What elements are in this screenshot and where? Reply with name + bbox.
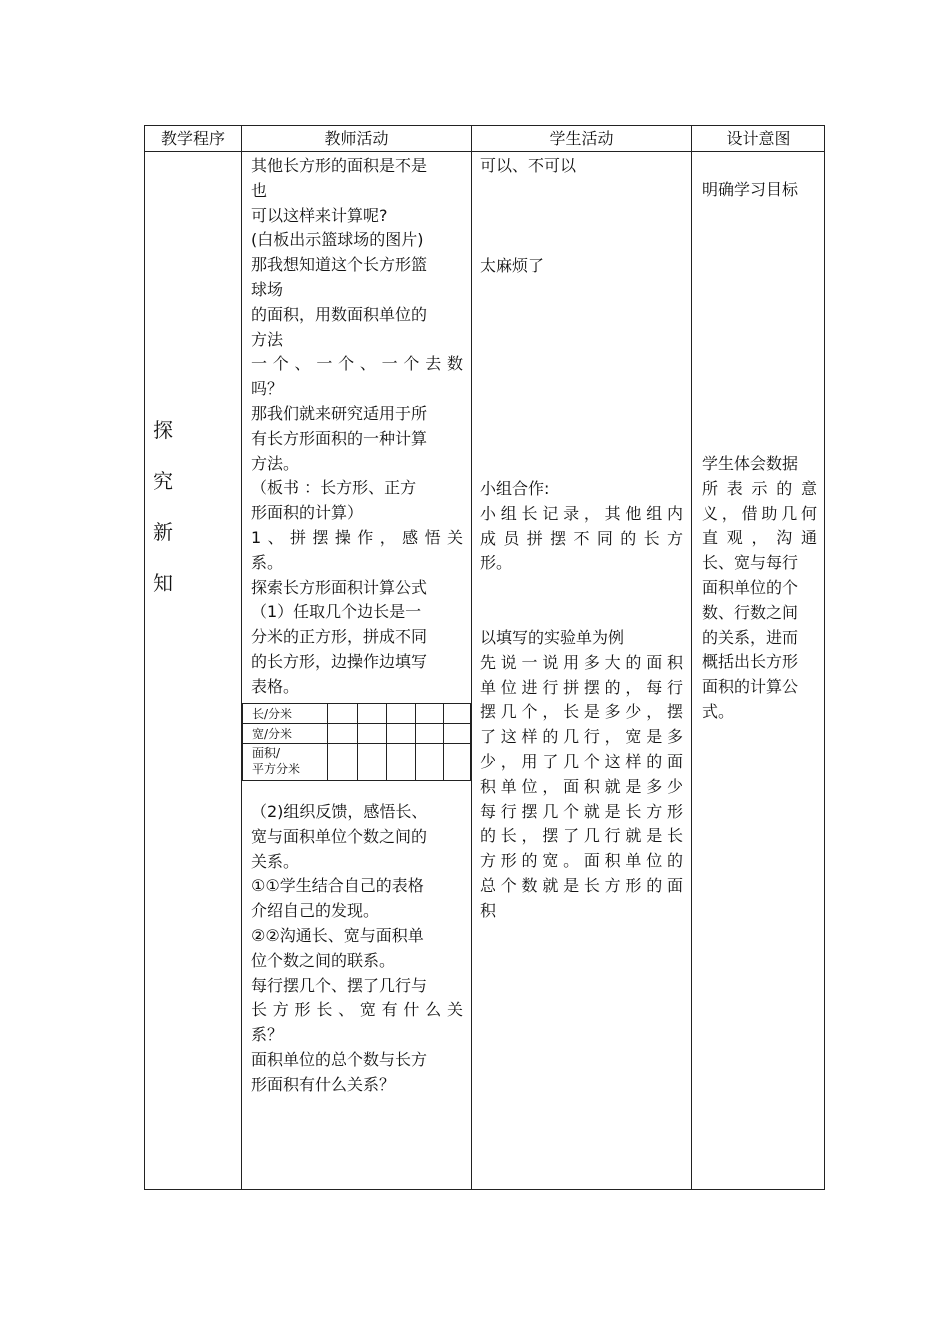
- design-explanation: [702, 452, 817, 725]
- table-col-divider: [327, 704, 328, 780]
- table-col-divider: [415, 704, 416, 780]
- teacher-line: 也: [251, 180, 268, 200]
- design-line: 面积的计算公: [702, 677, 799, 697]
- table-col-divider: [443, 704, 444, 780]
- teacher-line: 面积单位的总个数与长方: [251, 1049, 428, 1069]
- teacher-line: 有长方形面积的一种计算: [251, 428, 428, 448]
- student-response-1: [480, 154, 683, 179]
- teacher-line: (白板出示篮球场的图片): [251, 230, 424, 250]
- teacher-line: 形面积有什么关系？: [251, 1074, 396, 1094]
- design-line: 面积单位的个: [702, 577, 799, 597]
- student-line: 积: [480, 900, 497, 920]
- header-procedure: 教学程序: [160, 129, 225, 148]
- column-divider: [471, 126, 472, 1189]
- teacher-line: 其他长方形的面积是不是: [251, 156, 428, 175]
- student-line: 摆几个，长是多少，摆: [480, 702, 683, 722]
- row-label-length: 长/分米: [252, 707, 293, 721]
- teacher-line: 系。: [251, 552, 284, 572]
- teacher-line: （1）任取几个边长是一: [251, 602, 422, 622]
- row-label-area-unit: 平方分米: [252, 762, 301, 776]
- section-char: 新: [153, 520, 173, 544]
- design-line: 的关系，进而: [702, 627, 799, 647]
- header-teacher-activity: 教师活动: [324, 129, 389, 148]
- header-divider: [145, 151, 824, 152]
- design-line: 式。: [702, 701, 735, 721]
- teacher-line: 每行摆几个、摆了几行与: [251, 975, 428, 995]
- teacher-line: 那我们就来研究适用于所: [251, 403, 428, 423]
- student-line: 形。: [480, 553, 513, 573]
- header-design-intent: 设计意图: [726, 129, 791, 148]
- student-line: 成员拼摆不同的长方: [480, 528, 683, 548]
- student-line: 少，用了几个这样的面: [480, 751, 683, 771]
- student-line: 总个数就是长方形的面: [480, 875, 683, 895]
- design-line: 所表示的意: [702, 478, 817, 498]
- teacher-line: 方法。: [251, 453, 300, 473]
- column-divider: [241, 126, 242, 1189]
- teacher-activity-lower: [251, 800, 463, 1098]
- teacher-line: 长方形长、宽有什么关: [251, 1000, 463, 1020]
- column-divider: [691, 126, 692, 1189]
- design-line: 义，借助几何: [702, 503, 817, 523]
- lesson-plan-table: [144, 125, 825, 1190]
- student-group-work: [480, 477, 683, 576]
- student-line: 每行摆几个就是长方形: [480, 801, 683, 821]
- teacher-line: 表格。: [251, 676, 300, 696]
- design-line: 概括出长方形: [702, 652, 799, 672]
- teacher-line: 宽与面积单位个数之间的: [251, 826, 428, 846]
- teacher-line: 的长方形，边操作边填写: [251, 651, 428, 671]
- design-line: 直观，沟通: [702, 528, 817, 548]
- row-label-area: 面积/: [252, 746, 281, 760]
- student-line: 太麻烦了: [480, 256, 545, 275]
- table-col-divider: [357, 704, 358, 780]
- student-line: 方形的宽。面积单位的: [480, 851, 683, 871]
- teacher-line: 1、拼摆操作，感悟关: [251, 527, 463, 547]
- teacher-line: 球场: [251, 279, 284, 299]
- table-col-divider: [386, 704, 387, 780]
- teacher-line: （2)组织反馈，感悟长、: [251, 802, 428, 821]
- teacher-line: 可以这样来计算呢?: [251, 205, 388, 225]
- row-label-width: 宽/分米: [252, 727, 293, 741]
- student-line: 了这样的几行，宽是多: [480, 727, 683, 747]
- teacher-line: 系？: [251, 1025, 284, 1045]
- teacher-line: 关系。: [251, 851, 300, 871]
- student-line: 的长，摆了几行就是长: [480, 826, 683, 846]
- teacher-line: 的面积，用数面积单位的: [251, 304, 428, 324]
- teacher-line: 探索长方形面积计算公式: [251, 577, 428, 597]
- teacher-line: 介绍自己的发现。: [251, 901, 380, 921]
- header-student-activity: 学生活动: [549, 129, 614, 148]
- student-line: 积单位，面积就是多少: [480, 776, 683, 796]
- design-goal: [702, 178, 817, 203]
- teacher-line: 一个、一个、一个去数: [251, 354, 463, 374]
- student-line: 单位进行拼摆的，每行: [480, 677, 683, 697]
- teacher-line: 形面积的计算）: [251, 503, 364, 523]
- design-line: 学生体会数据: [702, 454, 799, 473]
- experiment-record-table: [242, 703, 471, 781]
- teacher-line: 方法: [251, 329, 284, 349]
- teacher-line: （板书 ：长方形、正方: [251, 478, 417, 498]
- section-char: 究: [153, 469, 173, 493]
- student-response-2: [480, 254, 683, 279]
- teacher-line: ②②沟通长、宽与面积单: [251, 925, 424, 945]
- section-char: 知: [153, 571, 173, 595]
- student-line: 以填写的实验单为例: [480, 628, 625, 647]
- teacher-line: 位个数之间的联系。: [251, 950, 396, 970]
- teacher-line: 那我想知道这个长方形篮: [251, 255, 428, 275]
- student-line: 小组合作:: [480, 479, 550, 498]
- student-line: 小组长记录，其他组内: [480, 503, 683, 523]
- design-line: 明确学习目标: [702, 180, 799, 199]
- teacher-line: ①①学生结合自己的表格: [251, 876, 424, 896]
- teacher-line: 吗？: [251, 379, 284, 399]
- student-line: 先说一说用多大的面积: [480, 652, 683, 672]
- student-line: 可以、不可以: [480, 156, 577, 175]
- student-explanation: [480, 626, 683, 924]
- teacher-line: 分米的正方形，拼成不同: [251, 627, 428, 647]
- teacher-activity-upper: [251, 154, 463, 700]
- section-char: 探: [153, 418, 173, 442]
- design-line: 长、宽与每行: [702, 553, 799, 573]
- design-line: 数、行数之间: [702, 602, 799, 622]
